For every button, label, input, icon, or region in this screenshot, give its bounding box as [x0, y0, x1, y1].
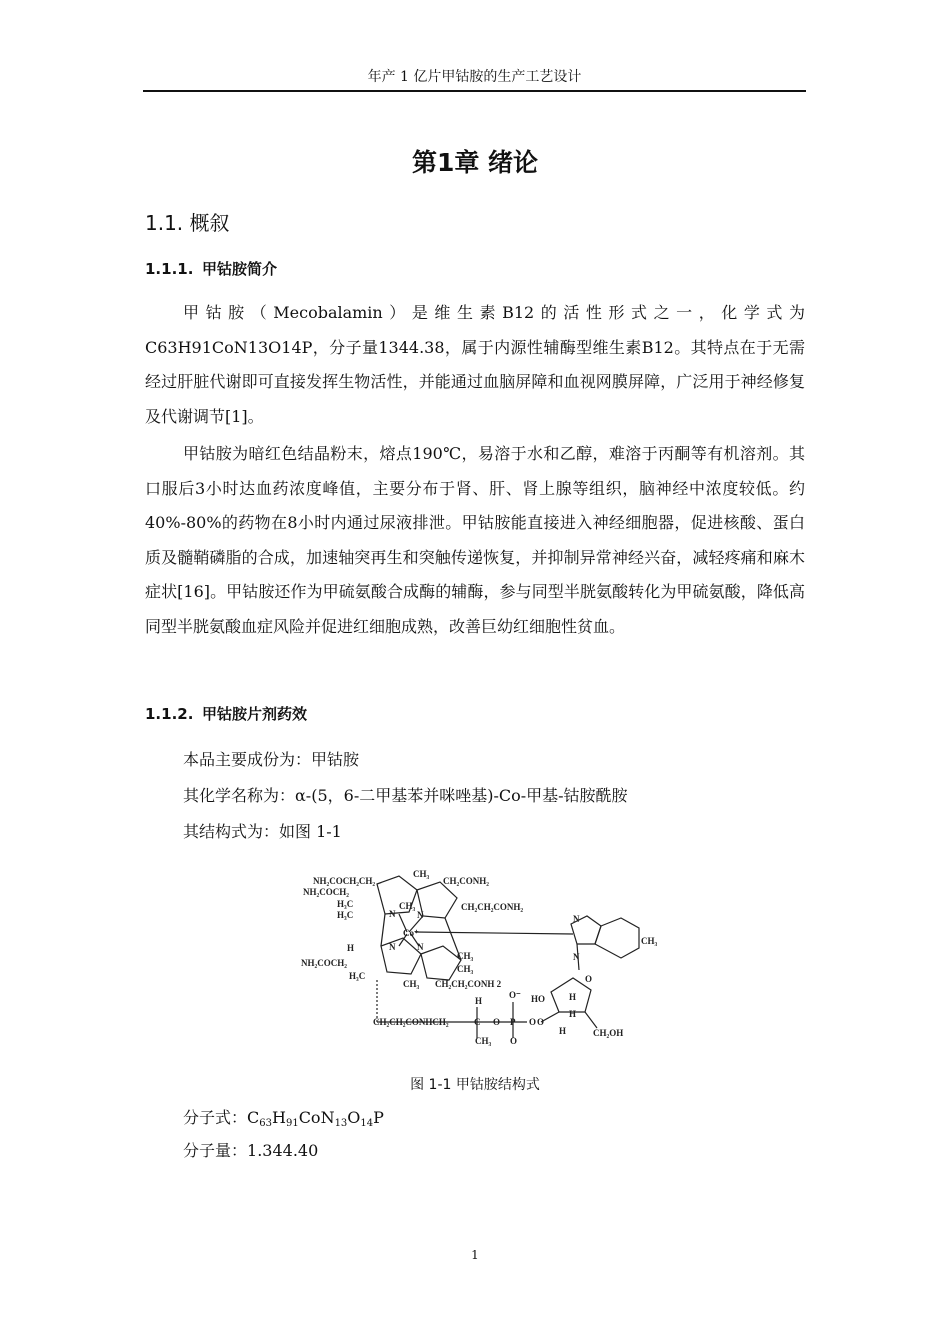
chapter-title: 第1章 绪论 — [411, 148, 539, 177]
structure-label: CH₃ — [641, 936, 658, 946]
structure-label: H₃C — [337, 910, 354, 920]
structure-label: H — [569, 1009, 577, 1019]
formula-element: H — [272, 1108, 286, 1127]
structure-label: CH₂CH₂CONH₂ — [461, 902, 524, 912]
structure-label: NH₂COCH₂ — [303, 887, 349, 897]
structure-label: N — [389, 909, 396, 919]
structure-label: H₃C — [337, 899, 354, 909]
structure-line: 其结构式为：如图 1-1 — [183, 822, 342, 841]
subsection-heading-1 — [145, 258, 277, 279]
structure-label: N — [417, 910, 424, 920]
formula-element: C — [247, 1108, 260, 1127]
page-number: 1 — [471, 1248, 479, 1262]
structure-label: HO — [531, 994, 546, 1004]
structure-label: Co⁺ — [403, 928, 419, 938]
structure-label: N — [573, 952, 580, 962]
subsection-heading-2 — [145, 703, 307, 724]
formula-element: P — [373, 1108, 384, 1127]
formula-subscript: 13 — [334, 1118, 348, 1129]
subsection-number: 1.1.2. — [145, 705, 194, 723]
structure-label: O⁻ — [509, 990, 521, 1000]
mw-label: 分子量： — [183, 1141, 248, 1160]
header-title: 年产 1 亿片甲钴胺的生产工艺设计 — [367, 69, 582, 85]
structure-label: O — [585, 974, 593, 984]
structure-label: C — [474, 1017, 481, 1027]
ingredient-line: 本品主要成份为：甲钴胺 — [183, 750, 360, 769]
formula-subscript: 91 — [285, 1118, 299, 1129]
formula-label: 分子式： — [183, 1108, 248, 1127]
mecobalamin-structure-figure — [295, 862, 658, 1052]
structure-label: O — [493, 1017, 501, 1027]
structure-label: H — [569, 992, 577, 1002]
paragraph-intro: 甲钴胺（Mecobalamin）是维生素B12的活性形式之一，化学式为C63H91CoN13O14P，分子量1344.38，属于内源性辅酶型维生素B12。其特点在于无需经过肝脏代谢即可直接发挥生物活性，并能通过血脑屏障和血视网膜屏障，广泛用于神经修复及代谢调节[1]。 — [145, 303, 805, 426]
structure-label: CH₂CH₂CONHCH₂ — [373, 1017, 449, 1027]
structure-label: CH₃ — [413, 869, 430, 879]
structure-label: CH₃ — [399, 901, 416, 911]
subsection-title: 甲钴胺片剂药效 — [202, 705, 308, 723]
chemical-name-line: 其化学名称为：α-(5，6-二甲基苯并咪唑基)-Co-甲基-钴胺酰胺 — [183, 786, 628, 805]
structure-label: CH₃ — [457, 964, 474, 974]
section-title: 概叙 — [189, 211, 230, 235]
molecular-weight-line — [183, 1139, 318, 1163]
page-header — [143, 68, 806, 92]
formula-subscript: 14 — [360, 1118, 374, 1129]
structure-label: NH₂COCH₂ — [301, 958, 347, 968]
section-heading — [145, 207, 230, 236]
structure-label: CH₃ — [457, 951, 474, 961]
structure-label: O — [537, 1017, 545, 1027]
structure-label: CH₃ — [403, 979, 420, 989]
section-number: 1.1. — [145, 211, 184, 235]
structure-label: N — [417, 942, 424, 952]
formula-element: O — [347, 1108, 361, 1127]
structure-label: H₃C — [349, 971, 366, 981]
structure-label: P — [510, 1017, 516, 1027]
molecular-formula-line — [183, 1106, 384, 1136]
structure-label: O — [529, 1017, 537, 1027]
mw-value: 1.344.40 — [247, 1141, 319, 1160]
formula-element: CoN — [298, 1108, 335, 1127]
formula-subscript: 63 — [259, 1118, 272, 1129]
paragraph-properties: 甲钴胺为暗红色结晶粉末，熔点190℃，易溶于水和乙醇，难溶于丙酮等有机溶剂。其口服后3小时达血药浓度峰值，主要分布于肾、肝、肾上腺等组织，脑神经中浓度较低。约40%-80%的药物在8小时内通过尿液排泄。甲钴胺能直接进入神经细胞器，促进核酸、蛋白质及髓鞘磷脂的合成，加速轴突再生和突触传递恢复，并抑制异常神经兴奋，减轻疼痛和麻木症状[16]。甲钴胺还作为甲硫氨酸合成酶的辅酶，参与同型半胱氨酸转化为甲硫氨酸，降低高同型半胱氨酸血症风险并促进红细胞成熟，改善巨幼红细胞性贫血。 — [145, 444, 805, 636]
structure-label: CH₂OH — [593, 1028, 624, 1038]
structure-label: N — [573, 914, 580, 924]
structure-label: CH₃ — [475, 1036, 492, 1046]
structure-label: NH₂COCH₂CH₂ — [313, 876, 376, 886]
structure-label: O — [510, 1036, 518, 1046]
subsection-number: 1.1.1. — [145, 260, 194, 278]
structure-label: N — [389, 942, 396, 952]
subsection-title: 甲钴胺简介 — [202, 260, 278, 278]
structure-label: H — [475, 996, 483, 1006]
structure-label: H — [559, 1026, 567, 1036]
figure-caption: 图 1-1 甲钴胺结构式 — [410, 1077, 540, 1093]
structure-label: CH₂CONH₂ — [443, 876, 489, 886]
structure-label: CH₂CH₂CONH 2 — [435, 979, 502, 989]
structure-label: H — [347, 943, 355, 953]
